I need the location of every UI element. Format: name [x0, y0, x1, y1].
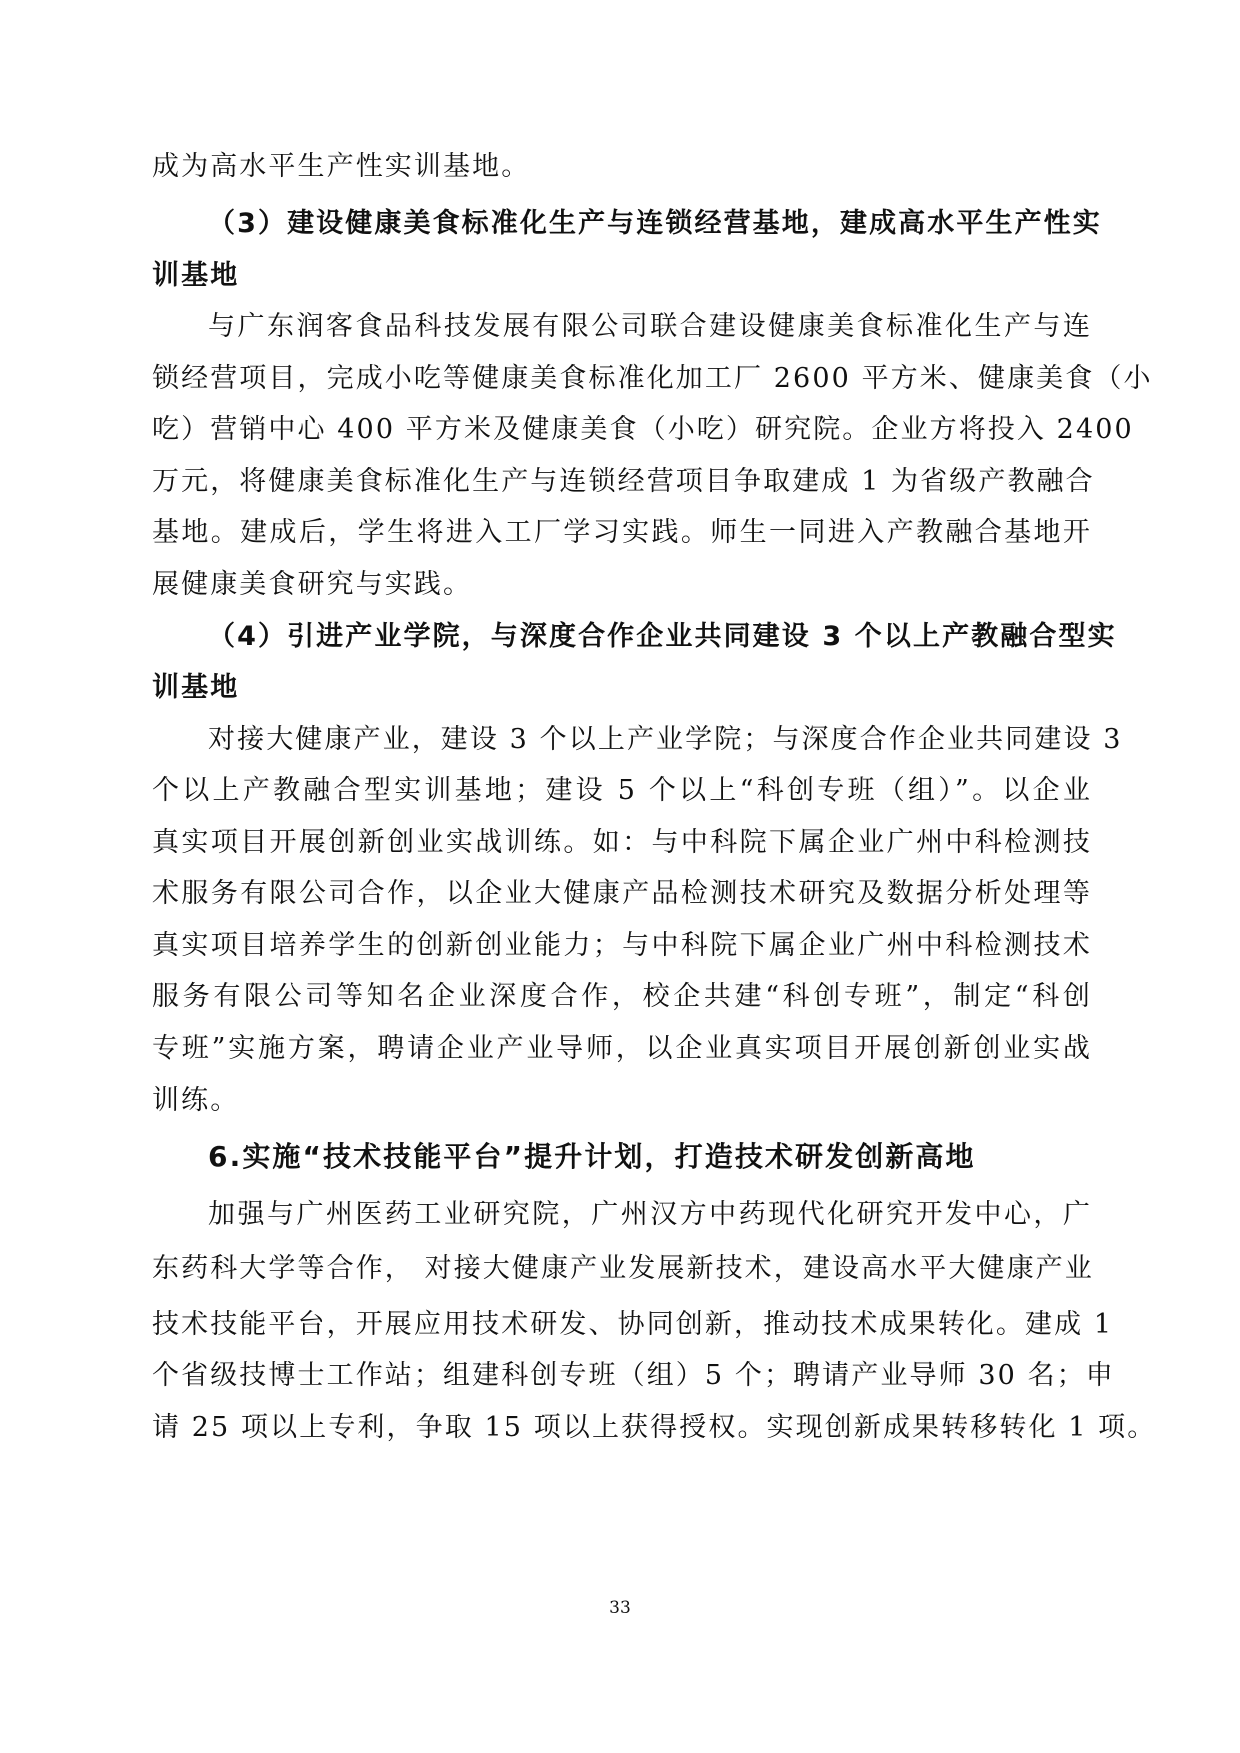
paragraph-line: 真实项目开展创新创业实战训练。如：与中科院下属企业广州中科检测技 — [152, 827, 1092, 858]
paragraph-line: 吃）营销中心 400 平方米及健康美食（小吃）研究院。企业方将投入 2400 — [152, 414, 1134, 445]
section-heading-3-cont: 训基地 — [152, 260, 240, 291]
paragraph-line: 请 25 项以上专利，争取 15 项以上获得授权。实现创新成果转移转化 1 项。 — [152, 1412, 1157, 1443]
paragraph-line: 东药科大学等合作， 对接大健康产业发展新技术，建设高水平大健康产业 — [152, 1253, 1094, 1284]
paragraph-line: 对接大健康产业，建设 3 个以上产业学院；与深度合作企业共同建设 3 — [208, 724, 1123, 755]
page-number: 33 — [609, 1598, 631, 1618]
paragraph-line: 真实项目培养学生的创新创业能力；与中科院下属企业广州中科检测技术 — [152, 930, 1092, 961]
paragraph-line: 加强与广州医药工业研究院，广州汉方中药现代化研究开发中心，广 — [208, 1199, 1092, 1230]
section-heading-4-cont: 训基地 — [152, 672, 240, 703]
paragraph-line: 展健康美食研究与实践。 — [152, 569, 473, 600]
paragraph-line: 成为高水平生产性实训基地。 — [152, 151, 531, 182]
paragraph-line: 个以上产教融合型实训基地；建设 5 个以上“科创专班（组）”。以企业 — [152, 775, 1092, 806]
paragraph-line: 训练。 — [152, 1085, 240, 1116]
paragraph-line: 万元，将健康美食标准化生产与连锁经营项目争取建成 1 为省级产教融合 — [152, 466, 1095, 497]
paragraph-line: 技术技能平台，开展应用技术研发、协同创新，推动技术成果转化。建成 1 — [152, 1309, 1114, 1340]
paragraph-line: 术服务有限公司合作，以企业大健康产品检测技术研究及数据分析处理等 — [152, 878, 1092, 909]
paragraph-line: 锁经营项目，完成小吃等健康美食标准化加工厂 2600 平方米、健康美食（小 — [152, 363, 1153, 394]
section-heading-3: （3）建设健康美食标准化生产与连锁经营基地，建成高水平生产性实 — [208, 208, 1102, 239]
paragraph-line: 个省级技博士工作站；组建科创专班（组）5 个；聘请产业导师 30 名；申 — [152, 1360, 1115, 1391]
section-heading-4: （4）引进产业学院，与深度合作企业共同建设 3 个以上产教融合型实 — [208, 621, 1117, 652]
paragraph-line: 与广东润客食品科技发展有限公司联合建设健康美食标准化生产与连 — [208, 311, 1092, 342]
paragraph-line: 专班”实施方案，聘请企业产业导师，以企业真实项目开展创新创业实战 — [152, 1033, 1092, 1064]
paragraph-line: 基地。建成后，学生将进入工厂学习实践。师生一同进入产教融合基地开 — [152, 517, 1092, 548]
paragraph-line: 服务有限公司等知名企业深度合作，校企共建“科创专班”，制定“科创 — [152, 981, 1092, 1012]
section-heading-6: 6.实施“技术技能平台”提升计划，打造技术研发创新高地 — [208, 1140, 976, 1173]
